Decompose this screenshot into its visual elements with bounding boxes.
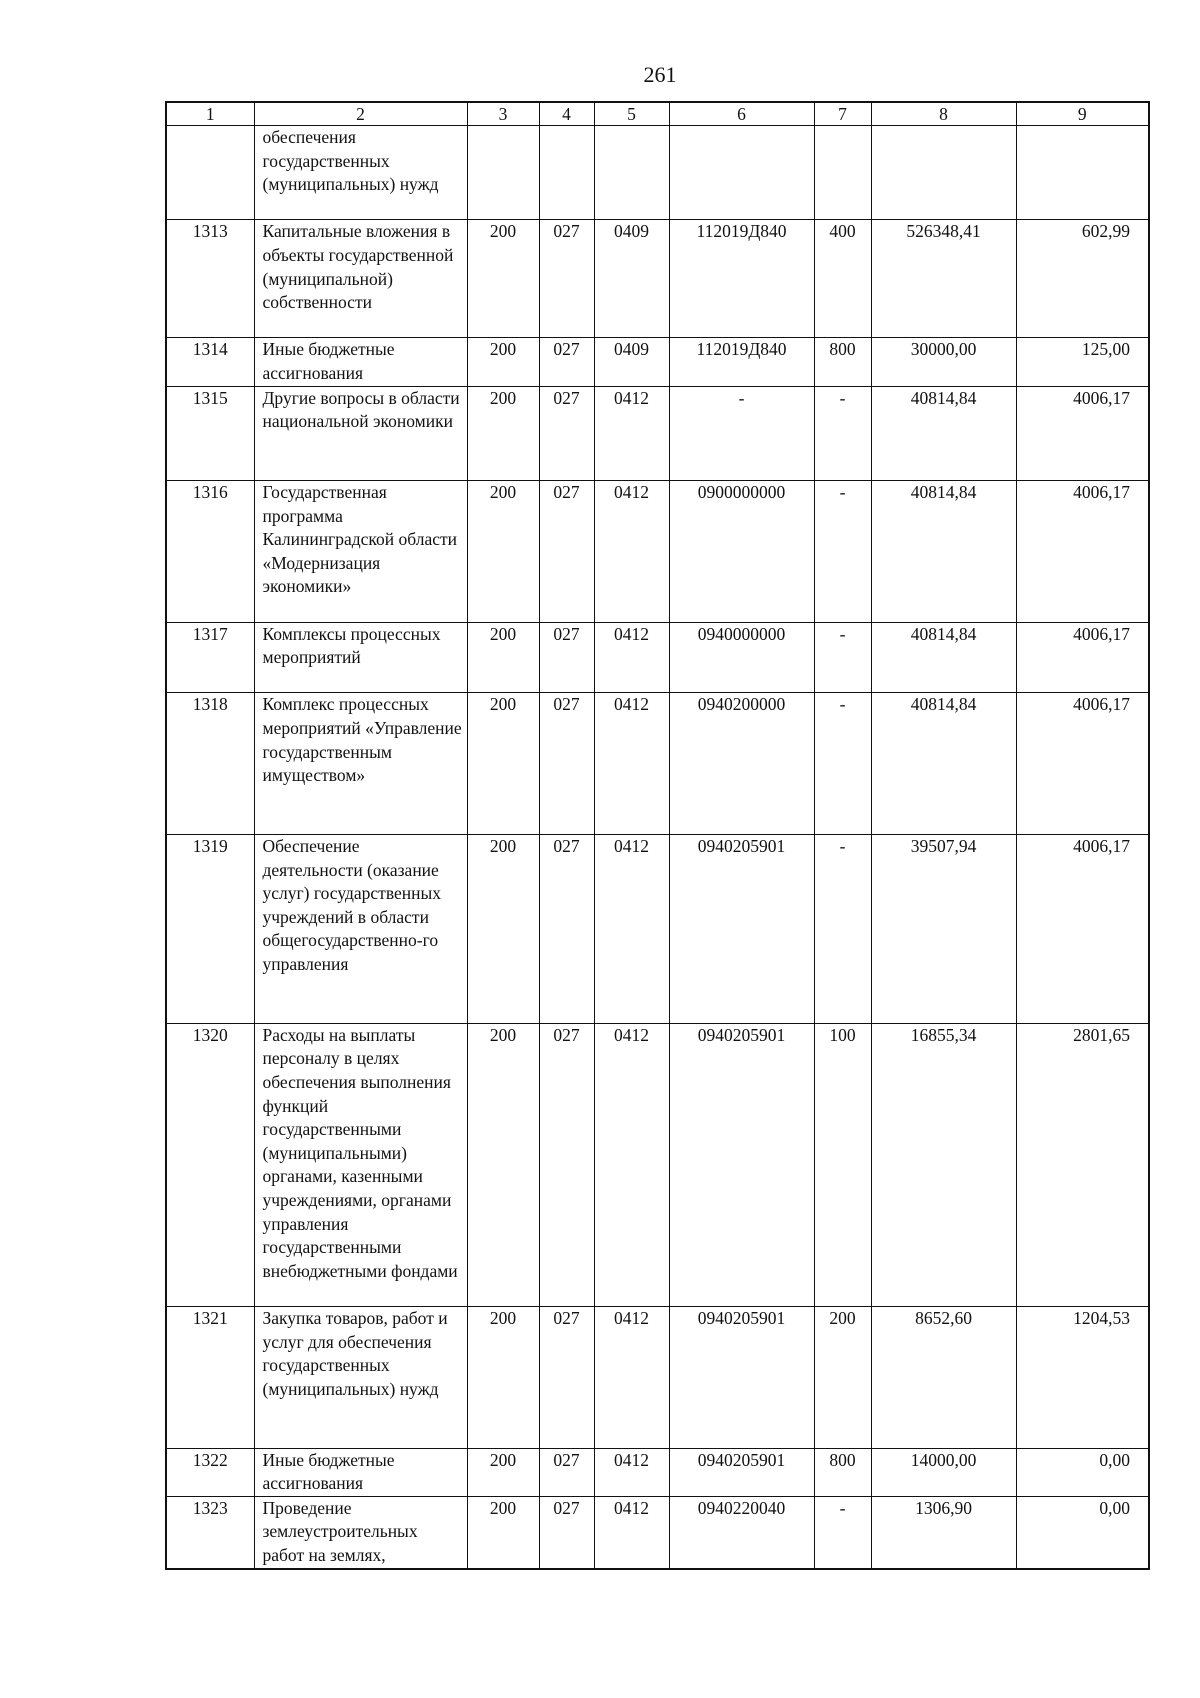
chapter-code-cell: 200	[467, 220, 539, 338]
ministry-code-cell: 027	[539, 1306, 594, 1448]
row-number-cell: 1317	[166, 622, 254, 693]
column-header: 1	[166, 102, 254, 126]
chapter-code-cell: 200	[467, 480, 539, 622]
row-name-cell: Другие вопросы в области национальной экономики	[254, 386, 467, 480]
ministry-code-cell: 027	[539, 622, 594, 693]
table-row	[166, 126, 1149, 220]
target-article-cell: 112019Д840	[669, 338, 814, 386]
column-header: 8	[871, 102, 1016, 126]
amount-cell: 39507,94	[871, 834, 1016, 1023]
amount-cell: 1306,90	[871, 1496, 1016, 1568]
expense-type-cell: -	[814, 693, 871, 835]
chapter-code-cell: 200	[467, 622, 539, 693]
section-code-cell	[594, 126, 669, 220]
target-article-cell: 0940200000	[669, 693, 814, 835]
section-code-cell: 0412	[594, 386, 669, 480]
executed-amount-cell: 4006,17	[1016, 480, 1149, 622]
section-code-cell: 0412	[594, 693, 669, 835]
table-row	[166, 1306, 1149, 1448]
target-article-cell: 0940205901	[669, 1306, 814, 1448]
column-header: 9	[1016, 102, 1149, 126]
executed-amount-cell: 1204,53	[1016, 1306, 1149, 1448]
row-name-cell: Расходы на выплаты персоналу в целях обеспечения выполнения функций государственными (муниципальными) органами, казенными учреждениями, органами управления государственными внебюджетными фондами	[254, 1023, 467, 1306]
column-header: 3	[467, 102, 539, 126]
row-name-cell: Обеспечение деятельности (оказание услуг) государственных учреждений в области общегосударственно-го управления	[254, 834, 467, 1023]
ministry-code-cell: 027	[539, 386, 594, 480]
ministry-code-cell: 027	[539, 1496, 594, 1568]
row-name-cell: Закупка товаров, работ и услуг для обеспечения государственных (муниципальных) нужд	[254, 1306, 467, 1448]
expense-type-cell: -	[814, 1496, 871, 1568]
amount-cell: 40814,84	[871, 480, 1016, 622]
column-header: 4	[539, 102, 594, 126]
amount-cell	[871, 126, 1016, 220]
amount-cell: 40814,84	[871, 693, 1016, 835]
executed-amount-cell: 0,00	[1016, 1496, 1149, 1568]
column-header: 2	[254, 102, 467, 126]
expense-type-cell: 200	[814, 1306, 871, 1448]
ministry-code-cell	[539, 126, 594, 220]
row-number-cell	[166, 126, 254, 220]
table-row	[166, 480, 1149, 622]
section-code-cell: 0409	[594, 338, 669, 386]
budget-table	[165, 101, 1150, 1570]
chapter-code-cell: 200	[467, 386, 539, 480]
chapter-code-cell: 200	[467, 1448, 539, 1496]
section-code-cell: 0412	[594, 1448, 669, 1496]
row-number-cell: 1319	[166, 834, 254, 1023]
chapter-code-cell: 200	[467, 1306, 539, 1448]
ministry-code-cell: 027	[539, 693, 594, 835]
target-article-cell: 0940220040	[669, 1496, 814, 1568]
ministry-code-cell: 027	[539, 480, 594, 622]
amount-cell: 8652,60	[871, 1306, 1016, 1448]
header-row	[166, 102, 1149, 126]
row-number-cell: 1316	[166, 480, 254, 622]
table-row	[166, 338, 1149, 386]
row-name-cell: Иные бюджетные ассигнования	[254, 338, 467, 386]
expense-type-cell: 400	[814, 220, 871, 338]
section-code-cell: 0409	[594, 220, 669, 338]
table-row	[166, 1448, 1149, 1496]
chapter-code-cell	[467, 126, 539, 220]
target-article-cell: 0900000000	[669, 480, 814, 622]
section-code-cell: 0412	[594, 1306, 669, 1448]
table-row	[166, 1496, 1149, 1568]
expense-type-cell	[814, 126, 871, 220]
ministry-code-cell: 027	[539, 338, 594, 386]
amount-cell: 526348,41	[871, 220, 1016, 338]
expense-type-cell: -	[814, 622, 871, 693]
amount-cell: 30000,00	[871, 338, 1016, 386]
section-code-cell: 0412	[594, 480, 669, 622]
executed-amount-cell	[1016, 126, 1149, 220]
row-number-cell: 1322	[166, 1448, 254, 1496]
section-code-cell: 0412	[594, 1496, 669, 1568]
table-row	[166, 622, 1149, 693]
chapter-code-cell: 200	[467, 693, 539, 835]
amount-cell: 14000,00	[871, 1448, 1016, 1496]
row-name-cell: Государственная программа Калининградской области «Модернизация экономики»	[254, 480, 467, 622]
expense-type-cell: 800	[814, 338, 871, 386]
executed-amount-cell: 4006,17	[1016, 834, 1149, 1023]
table-body	[166, 126, 1149, 1569]
table-row	[166, 693, 1149, 835]
page-number: 261	[643, 62, 677, 87]
row-number-cell: 1320	[166, 1023, 254, 1306]
target-article-cell	[669, 126, 814, 220]
ministry-code-cell: 027	[539, 220, 594, 338]
row-name-cell: Иные бюджетные ассигнования	[254, 1448, 467, 1496]
target-article-cell: 0940205901	[669, 1023, 814, 1306]
amount-cell: 16855,34	[871, 1023, 1016, 1306]
row-number-cell: 1315	[166, 386, 254, 480]
ministry-code-cell: 027	[539, 834, 594, 1023]
column-header: 7	[814, 102, 871, 126]
ministry-code-cell: 027	[539, 1448, 594, 1496]
row-number-cell: 1321	[166, 1306, 254, 1448]
row-name-cell: Капитальные вложения в объекты государственной (муниципальной) собственности	[254, 220, 467, 338]
expense-type-cell: 800	[814, 1448, 871, 1496]
executed-amount-cell: 602,99	[1016, 220, 1149, 338]
chapter-code-cell: 200	[467, 1496, 539, 1568]
table-row	[166, 386, 1149, 480]
row-number-cell: 1323	[166, 1496, 254, 1568]
row-name-cell: Комплексы процессных мероприятий	[254, 622, 467, 693]
expense-type-cell: -	[814, 834, 871, 1023]
executed-amount-cell: 4006,17	[1016, 693, 1149, 835]
target-article-cell: 0940205901	[669, 834, 814, 1023]
amount-cell: 40814,84	[871, 622, 1016, 693]
target-article-cell: 112019Д840	[669, 220, 814, 338]
executed-amount-cell: 4006,17	[1016, 622, 1149, 693]
row-number-cell: 1313	[166, 220, 254, 338]
row-name-cell: Комплекс процессных мероприятий «Управление государственным имуществом»	[254, 693, 467, 835]
expense-type-cell: -	[814, 386, 871, 480]
executed-amount-cell: 0,00	[1016, 1448, 1149, 1496]
row-number-cell: 1318	[166, 693, 254, 835]
column-header: 5	[594, 102, 669, 126]
amount-cell: 40814,84	[871, 386, 1016, 480]
table-row	[166, 1023, 1149, 1306]
target-article-cell: 0940000000	[669, 622, 814, 693]
row-name-cell: Проведение землеустроительных работ на землях,	[254, 1496, 467, 1568]
executed-amount-cell: 4006,17	[1016, 386, 1149, 480]
target-article-cell: 0940205901	[669, 1448, 814, 1496]
chapter-code-cell: 200	[467, 338, 539, 386]
table-row	[166, 220, 1149, 338]
executed-amount-cell: 2801,65	[1016, 1023, 1149, 1306]
section-code-cell: 0412	[594, 1023, 669, 1306]
expense-type-cell: 100	[814, 1023, 871, 1306]
chapter-code-cell: 200	[467, 1023, 539, 1306]
expense-type-cell: -	[814, 480, 871, 622]
row-number-cell: 1314	[166, 338, 254, 386]
section-code-cell: 0412	[594, 622, 669, 693]
target-article-cell: -	[669, 386, 814, 480]
row-name-cell: обеспечения государственных (муниципальных) нужд	[254, 126, 467, 220]
ministry-code-cell: 027	[539, 1023, 594, 1306]
executed-amount-cell: 125,00	[1016, 338, 1149, 386]
chapter-code-cell: 200	[467, 834, 539, 1023]
section-code-cell: 0412	[594, 834, 669, 1023]
table-row	[166, 834, 1149, 1023]
column-header: 6	[669, 102, 814, 126]
